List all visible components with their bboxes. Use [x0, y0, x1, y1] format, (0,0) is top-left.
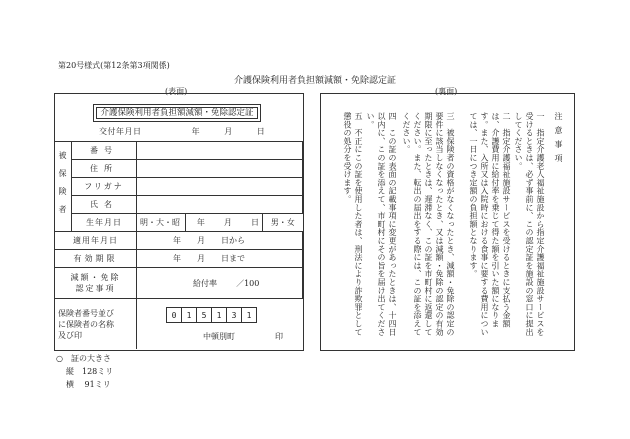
seal-mark: 印 — [275, 332, 283, 341]
form-number: 第20号様式(第12条第3項関係) — [58, 61, 170, 70]
note-1: 一 指定介護老人福祉施設から指定介護福祉施設サービスを受けるときは、必ず事前に、この認定証を施設の窓口に提出してください。 — [514, 112, 545, 337]
issue-year: 年 — [191, 127, 201, 136]
insurer-digit: 3 — [226, 307, 242, 323]
sex: 男・女 — [263, 214, 303, 232]
issue-day: 日 — [256, 127, 266, 136]
insurer-digit: 1 — [181, 307, 197, 323]
insurer-digit: 1 — [211, 307, 227, 323]
valid-value: 年 月 日まで — [137, 250, 303, 268]
insurer-number-boxes — [167, 307, 257, 323]
size-note-height: 縦 128ミリ — [66, 367, 114, 376]
notes-title: 注意事項 — [554, 112, 563, 168]
note-3: 三 被保険者の資格がなくなったとき、減額・免除の認定の要件に該当しなくなったとき、又は減額・免除の認定の有効期限に至ったときは、遅滞なく、この証を市町村に返還してください。また、転出の届出をする際には、この証を添えてください。 — [402, 112, 455, 337]
number-value — [137, 142, 303, 160]
birth-label: 生年月日 — [72, 214, 137, 232]
number-label: 番号 — [72, 142, 137, 160]
insurer-label-line1: 保険者番号並び — [58, 308, 114, 318]
furigana-label: フリガナ — [72, 178, 137, 196]
address-label: 住所 — [72, 160, 137, 178]
issue-date — [99, 126, 265, 137]
size-note-title: ○ 証の大きさ — [56, 354, 111, 363]
note-4: 四 この証の表面の記載事項に変更があったときは、十四日以内に、この証を添えて、市町村にその旨を届け出てください。 — [366, 112, 397, 337]
birth-month: 月 — [223, 218, 232, 227]
rate-cell — [137, 268, 303, 299]
front-card — [54, 93, 304, 351]
birth-day: 日 — [251, 218, 259, 227]
reduce-label — [55, 268, 137, 299]
insurer-label-line2: に保険者の名称 — [58, 319, 114, 329]
valid-label: 有効期限 — [55, 250, 137, 268]
card-title: 介護保険利用者負担額減額・免除認定証 — [93, 104, 261, 122]
reduce-label-line1: 減額・免除 — [70, 273, 121, 282]
name-label: 氏名 — [72, 196, 137, 214]
insurer-digit: 5 — [196, 307, 212, 323]
issue-month: 月 — [224, 127, 233, 136]
reduce-label-line2: 認定事項 — [75, 284, 116, 293]
rate-value: ／100 — [236, 278, 260, 288]
insurer-name: 中頓別町 — [203, 332, 235, 341]
front-label: (表面) — [165, 87, 188, 96]
insured-label: 被保険者 — [58, 150, 67, 223]
birth-year: 年 — [196, 218, 205, 227]
size-note-width: 横 91ミリ — [66, 380, 111, 389]
note-5: 五 不正にこの証を使用した者は、刑法により詐欺罪として懲役の処分を受けます。 — [343, 112, 363, 337]
insurer-cell — [137, 299, 303, 350]
apply-label: 適用年月日 — [55, 232, 137, 250]
back-label: (裏面) — [435, 87, 458, 96]
insured-table — [55, 141, 303, 349]
name-value — [137, 196, 303, 214]
birth-date — [186, 214, 263, 232]
insured-label-cell — [55, 142, 72, 232]
insurer-digit: 1 — [241, 307, 257, 323]
note-2: 二 指定介護福祉施設サービスを受けるときに支払う金額は、介護費用に給付率を乗じて得た額を引いた額になります。また、入所又は入院時における食事に要する費用については、一日につき定額の負担額となります。 — [469, 112, 511, 337]
address-value — [137, 160, 303, 178]
issue-label: 交付年月日 — [99, 127, 142, 136]
furigana-value — [137, 178, 303, 196]
insurer-label — [55, 299, 137, 350]
back-card — [320, 93, 575, 351]
rate-label: 給付率 — [193, 278, 217, 288]
insurer-label-line3: 及び印 — [58, 330, 82, 340]
apply-value: 年 月 日から — [137, 232, 303, 250]
document-title: 介護保険利用者負担額減額・免除認定証 — [233, 76, 396, 86]
birth-era: 明・大・昭 — [137, 214, 186, 232]
insurer-digit: 0 — [166, 307, 182, 323]
size-note — [56, 352, 113, 391]
